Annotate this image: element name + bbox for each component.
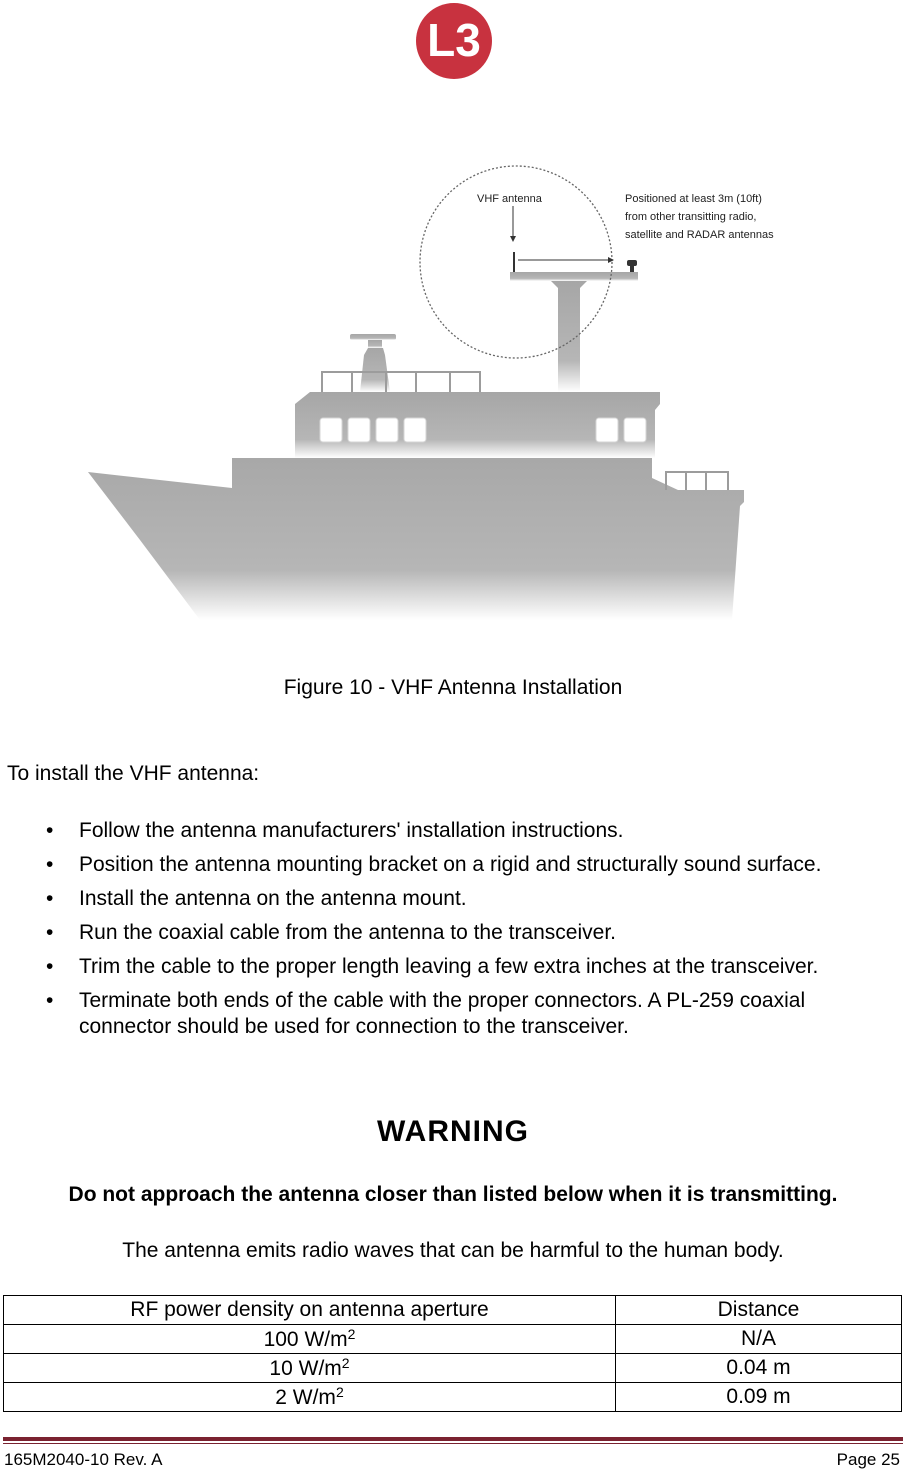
- intro-text: To install the VHF antenna:: [7, 762, 260, 785]
- warning-text: The antenna emits radio waves that can be harmful to the human body.: [122, 1239, 784, 1262]
- list-item: [0, 886, 900, 912]
- rf-distance-table: [3, 1295, 902, 1412]
- bullet: •: [46, 989, 54, 1012]
- warning-bold-text: Do not approach the antenna closer than listed below when it is transmitting.: [68, 1183, 838, 1206]
- installation-steps: [0, 818, 900, 1048]
- step-text: Follow the antenna manufacturers' installation instructions.: [79, 819, 624, 842]
- header-distance: Distance: [616, 1296, 902, 1325]
- header-density: RF power density on antenna aperture: [4, 1296, 616, 1325]
- table-row: [4, 1325, 902, 1354]
- list-item: [0, 954, 900, 980]
- density-cell: 10 $W/m^2$: [4, 1354, 616, 1383]
- figure-caption: Figure 10 - VHF Antenna Installation: [283, 676, 623, 699]
- list-item: [0, 988, 900, 1040]
- footer-rule: [3, 1437, 903, 1441]
- bullet: •: [46, 887, 54, 910]
- l3-logo: [413, 2, 495, 80]
- step-text: Install the antenna on the antenna mount.: [79, 887, 467, 910]
- list-item: [0, 818, 900, 844]
- list-item: [0, 920, 900, 946]
- list-item: [0, 852, 900, 878]
- warning-title: WARNING: [377, 1115, 529, 1148]
- page-number: Page 25: [836, 1450, 900, 1469]
- logo-text: L3: [427, 14, 481, 66]
- step-text: Run the coaxial cable from the antenna to the transceiver.: [79, 921, 616, 944]
- table-row: [4, 1383, 902, 1412]
- density-cell: 2 $W/m^2$: [4, 1383, 616, 1412]
- bullet: •: [46, 819, 54, 842]
- document-id: 165M2040-10 Rev. A: [4, 1450, 163, 1469]
- density-cell: 100 $W/m^2$: [4, 1325, 616, 1354]
- distance-note-line-2: from other transitting radio,: [625, 211, 757, 223]
- vhf-antenna-label: VHF antenna: [477, 193, 542, 205]
- vhf-antenna-installation-figure: [80, 160, 800, 620]
- table-header-row: [4, 1296, 902, 1325]
- distance-note-line-3: satellite and RADAR antennas: [625, 229, 774, 241]
- footer-rule-thin: [3, 1443, 903, 1444]
- step-text: Trim the cable to the proper length leaving a few extra inches at the transceiver.: [79, 955, 819, 978]
- distance-cell: 0.04 m: [616, 1354, 902, 1383]
- other-antenna-mark: [627, 260, 637, 272]
- distance-note-line-1: Positioned at least 3m (10ft): [625, 193, 762, 205]
- distance-cell: 0.09 m: [616, 1383, 902, 1412]
- ship-illustration: [88, 272, 744, 620]
- bullet: •: [46, 853, 54, 876]
- step-text: Position the antenna mounting bracket on a rigid and structurally sound surface.: [79, 853, 822, 876]
- bullet: •: [46, 921, 54, 944]
- distance-cell: N/A: [616, 1325, 902, 1354]
- bullet: •: [46, 955, 54, 978]
- step-text: Terminate both ends of the cable with the proper connectors. A PL-259 coaxial connector should be used for connection to the transceiver.: [79, 989, 806, 1038]
- table-row: [4, 1354, 902, 1383]
